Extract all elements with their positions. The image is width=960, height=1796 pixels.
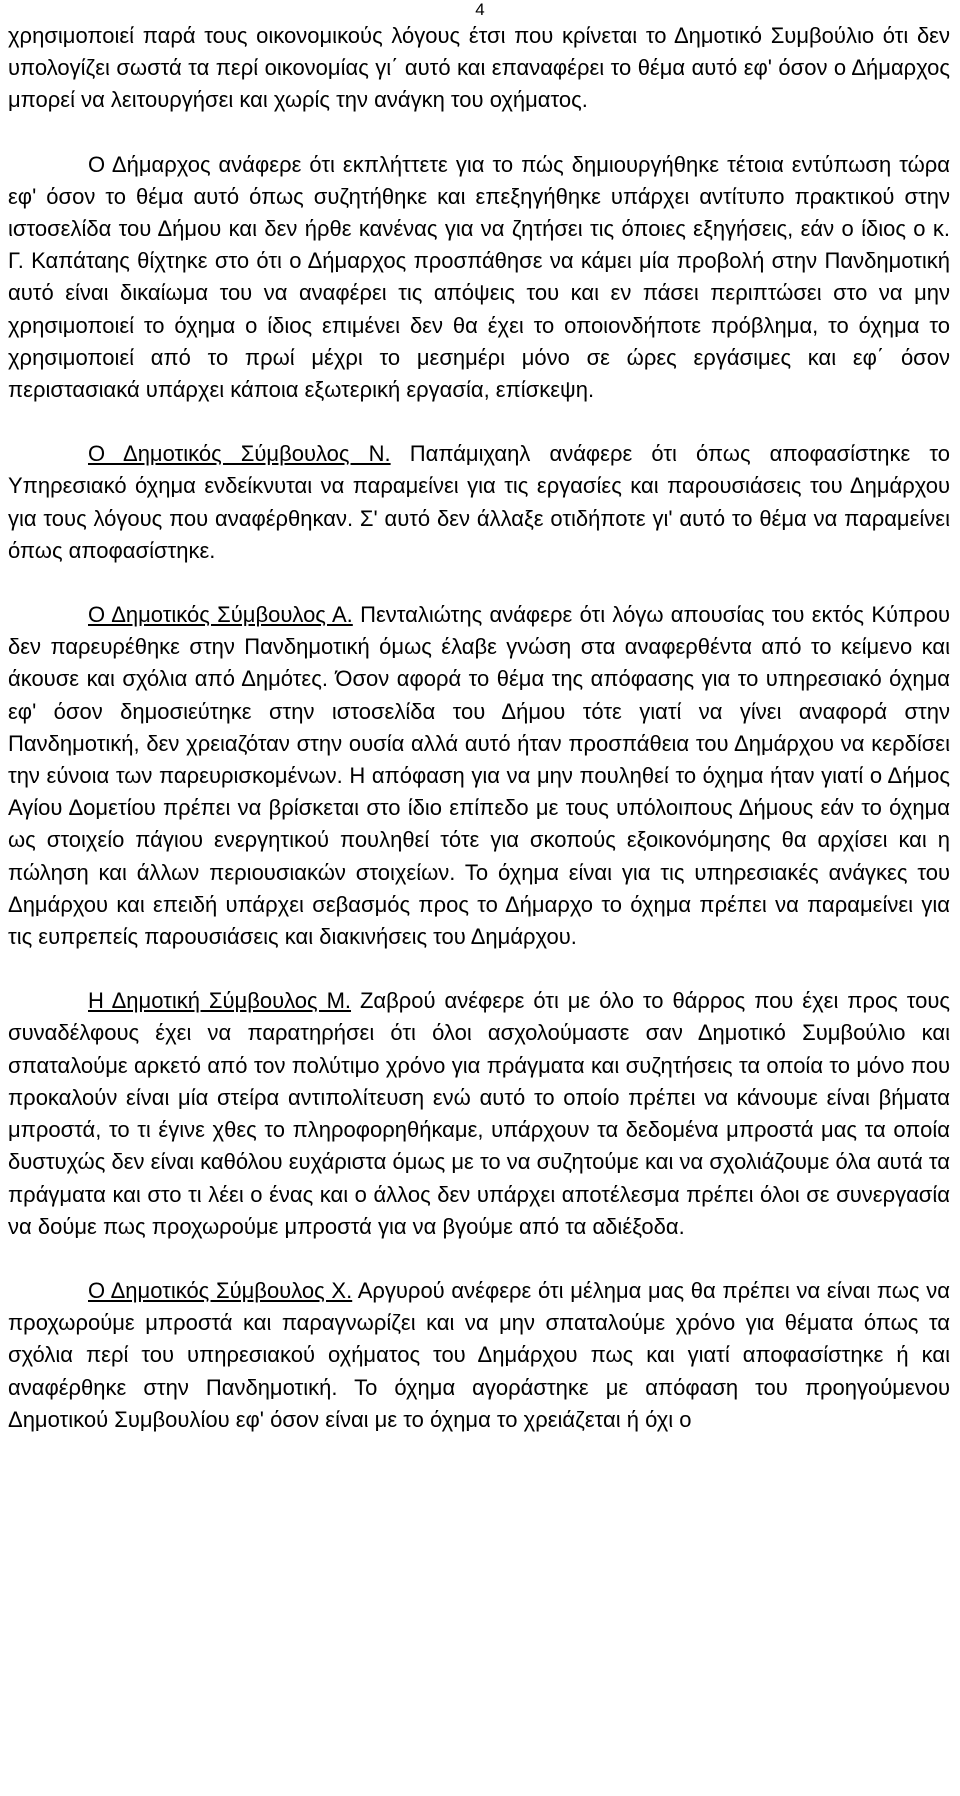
paragraph-text: Ζαβρού ανέφερε ότι με όλο το θάρρος που έχει προς τους συναδέλφους έχει να παρατηρήσει ότι όλοι ασχολούμαστε σαν Δημοτικό Συμβούλιο και σπαταλούμε αρκετό από τον πολύτιμο χρόνο για πράγματα και συζητήσεις τα οποία το μόνο που προκαλούν είναι μία στείρα αντιπολίτευση ενώ αυτό το οποίο πρέπει να κάνουμε είναι βήματα μπροστά, το τι έγινε χθες το πληροφορηθήκαμε, υπάρχουν τα δεδομένα μπροστά μας τα οποία δυστυχώς δεν είναι καθόλου ευχάριστα όμως με το να συζητούμε και να σχολιάζουμε όλα αυτά τα πράγματα και στο τι λέει ο ένας και ο άλλος δεν υπάρχει αποτέλεσμα πρέπει όλοι σε συνεργασία να δούμε πως προχωρούμε μπροστά για να βγούμε από τα αδιέξοδα. xyxy=(8,988,950,1239)
speaker-label: Ο Δημοτικός Σύμβουλος Χ. xyxy=(88,1277,353,1303)
paragraph-text: Πενταλιώτης ανάφερε ότι λόγω απουσίας του εκτός Κύπρου δεν παρευρέθηκε στην Πανδημοτική όμως έλαβε γνώση στα αναφερθέντα από το κείμενο και άκουσε και σχόλια από Δημότες. Όσον αφορά το θέμα της απόφασης για το υπηρεσιακό όχημα εφ' όσον δημοσιεύτηκε στην ιστοσελίδα του Δήμου τότε γιατί να γίνει αναφορά στην Πανδημοτική, δεν χρειαζόταν στην ουσία αλλά αυτό ήταν προσπάθεια του Δημάρχου να κερδίσει την εύνοια των παρευρισκομένων. Η απόφαση για να μην πουληθεί το όχημα ήταν γιατί ο Δήμος Αγίου Δομετίου πρέπει να βρίσκεται στο ίδιο επίπεδο με τους υπόλοιπους Δήμους εάν το όχημα ως στοιχείο πάγιου ενεργητικού πουληθεί τότε για σκοπούς εξοικονόμησης θα αρχίσει και η πώληση και άλλων περιουσιακών στοιχείων. Το όχημα είναι για τις υπηρεσιακές ανάγκες του Δημάρχου και επειδή υπάρχει σεβασμός προς το Δήμαρχο το όχημα πρέπει να παραμείνει για τις ευπρεπείς παρουσιάσεις και διακινήσεις του Δημάρχου. xyxy=(8,602,950,950)
speaker-label: Ο Δημοτικός Σύμβουλος Α. xyxy=(88,602,353,628)
speaker-label: Η Δημοτική Σύμβουλος Μ. xyxy=(88,988,352,1014)
paragraph-argyrou xyxy=(8,1275,950,1436)
document-body xyxy=(8,20,950,1436)
paragraph-papamichael xyxy=(8,438,950,567)
page-number: 4 xyxy=(475,0,485,19)
paragraph-continuation: χρησιμοποιεί παρά τους οικονομικούς λόγους έτσι που κρίνεται το Δημοτικό Συμβούλιο ότι δεν υπολογίζει σωστά τα περί οικονομίας γι΄ αυτό και επαναφέρει το θέμα αυτό εφ' όσον ο Δήμαρχος μπορεί να λειτουργήσει και χωρίς την ανάγκη του οχήματος. xyxy=(8,23,950,113)
paragraph-text: Αργυρού ανέφερε ότι μέλημα μας θα πρέπει να είναι πως να προχωρούμε μπροστά και παραγνωρίζει και να μην σπαταλούμε χρόνο για θέματα όπως τα σχόλια περί του υπηρεσιακού οχήματος του Δημάρχου πως και γιατί αποφασίστηκε ή και αναφέρθηκε στην Πανδημοτική. Το όχημα αγοράστηκε με απόφαση του προηγούμενου Δημοτικού Συμβουλίου εφ' όσον είναι με το όχημα το χρειάζεται ή όχι ο xyxy=(8,1277,950,1432)
paragraph-text: Παπάμιχαηλ ανάφερε ότι όπως αποφασίστηκε το Υπηρεσιακό όχημα ενδείκνυται να παραμείνει για τις εργασίες και παρουσιάσεις του Δημάρχου για τους λόγους που αναφέρθηκαν. Σ' αυτό δεν άλλαξε οτιδήποτε γι' αυτό το θέμα να παραμείνει όπως αποφασίστηκε. xyxy=(8,441,950,563)
paragraph-zavrou xyxy=(8,985,950,1243)
paragraph-mayor-statement: Ο Δήμαρχος ανάφερε ότι εκπλήττετε για το πώς δημιουργήθηκε τέτοια εντύπωση τώρα εφ' όσον το θέμα αυτό όπως συζητήθηκε και επεξηγήθηκε υπάρχει αντίτυπο πρακτικού στην ιστοσελίδα του Δήμου και δεν ήρθε κανένας για να ζητήσει τις όποιες εξηγήσεις, εάν ο ίδιος ο κ. Γ. Καπάταης θίχτηκε στο ότι ο Δήμαρχος προσπάθησε να κάμει μία προβολή στην Πανδημοτική αυτό είναι δικαίωμα του να αναφέρει τις απόψεις του και εν πάσει περιπτώσει στο να μην χρησιμοποιεί το όχημα ο ίδιος επιμένει δεν θα έχει το οποιονδήποτε πρόβλημα, το όχημα το χρησιμοποιεί από το πρωί μέχρι το μεσημέρι μόνο σε ώρες εργάσιμες και εφ΄ όσον περιστασιακά υπάρχει κάποια εξωτερική εργασία, επίσκεψη. xyxy=(8,151,950,403)
paragraph-pentaliotis xyxy=(8,599,950,953)
speaker-label: Ο Δημοτικός Σύμβουλος Ν. xyxy=(88,441,391,467)
